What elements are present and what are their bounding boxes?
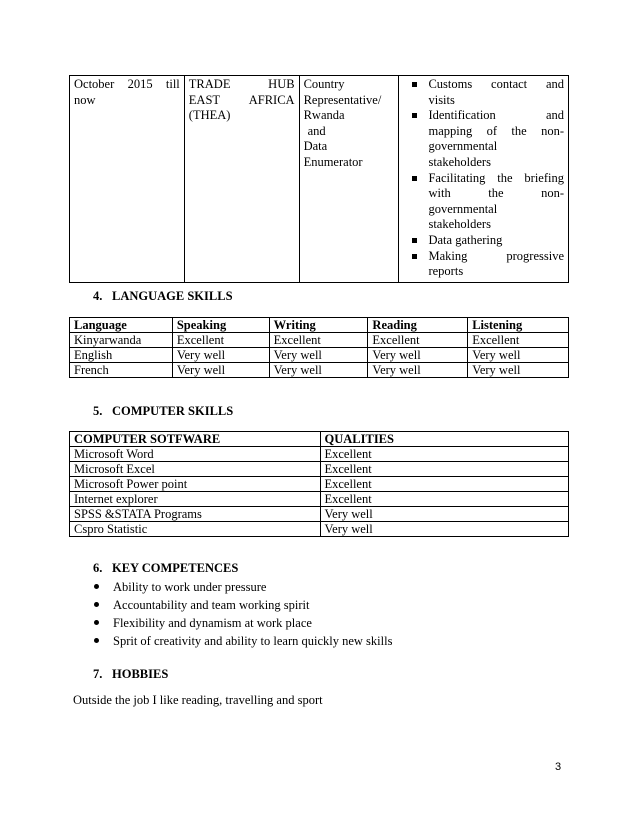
table-cell: Kinyarwanda [70, 333, 173, 348]
list-item [409, 249, 564, 280]
duty-line: governmental [428, 139, 498, 154]
duty-line: Identification and [428, 108, 564, 123]
table-row [70, 492, 569, 507]
list-item [409, 171, 564, 233]
table-row [70, 363, 569, 378]
duty-line: visits [428, 92, 455, 107]
table-cell: Very well [368, 348, 468, 363]
table-cell: Very well [368, 363, 468, 378]
table-cell: Cspro Statistic [70, 522, 321, 537]
column-header: QUALITIES [320, 432, 569, 447]
list-item: Sprit of creativity and ability to learn quickly new skills [93, 632, 392, 650]
table-cell: Excellent [320, 492, 569, 507]
list-item [409, 77, 564, 108]
table-cell: Excellent [320, 447, 569, 462]
experience-role: Country Representative/ Rwanda and Data Enumerator [299, 76, 399, 283]
column-header: Language [70, 318, 173, 333]
table-cell: English [70, 348, 173, 363]
duty-line: mapping of the non- [428, 123, 564, 138]
table-row [70, 522, 569, 537]
table-row [70, 348, 569, 363]
table-row [70, 333, 569, 348]
competences-list [93, 578, 392, 650]
table-row [70, 462, 569, 477]
column-header: Reading [368, 318, 468, 333]
table-cell: Very well [320, 522, 569, 537]
duty-line: Making progressive [428, 248, 564, 263]
hobbies-text: Outside the job I like reading, travelling and sport [73, 693, 323, 707]
table-cell: Very well [172, 363, 269, 378]
column-header: Speaking [172, 318, 269, 333]
language-skills-table [69, 317, 569, 378]
duties-list [409, 77, 564, 280]
table-cell: Very well [468, 348, 569, 363]
table-cell: Internet explorer [70, 492, 321, 507]
table-row [70, 507, 569, 522]
list-item: Ability to work under pressure [93, 578, 392, 596]
table-cell: French [70, 363, 173, 378]
table-cell: Very well [172, 348, 269, 363]
duty-line: stakeholders [428, 154, 491, 169]
experience-duties [399, 76, 569, 283]
list-item: Accountability and team working spirit [93, 596, 392, 614]
table-cell: Very well [320, 507, 569, 522]
list-item: Flexibility and dynamism at work place [93, 614, 392, 632]
computer-skills-table [69, 431, 569, 537]
duty-line: stakeholders [428, 217, 491, 232]
duty-line: reports [428, 264, 464, 279]
duty-line: governmental [428, 201, 498, 216]
table-cell: Excellent [320, 477, 569, 492]
experience-period: October 2015 till now [70, 76, 185, 283]
experience-table [69, 75, 569, 283]
column-header: Listening [468, 318, 569, 333]
column-header: COMPUTER SOTFWARE [70, 432, 321, 447]
list-item [409, 108, 564, 170]
table-cell: SPSS &STATA Programs [70, 507, 321, 522]
table-cell: Excellent [320, 462, 569, 477]
table-cell: Microsoft Word [70, 447, 321, 462]
duty-line: Facilitating the briefing [428, 170, 564, 185]
table-cell: Excellent [269, 333, 368, 348]
table-row [70, 76, 569, 283]
duty-line: Data gathering [428, 232, 503, 247]
table-cell: Microsoft Excel [70, 462, 321, 477]
page-number: 3 [555, 761, 562, 773]
table-cell: Excellent [468, 333, 569, 348]
duty-line: with the non- [428, 186, 564, 201]
table-cell: Microsoft Power point [70, 477, 321, 492]
table-row [70, 447, 569, 462]
table-cell: Very well [468, 363, 569, 378]
list-item [409, 233, 564, 249]
section-heading-language: 4. LANGUAGE SKILLS [93, 289, 233, 303]
table-header-row [70, 318, 569, 333]
section-heading-computer: 5. COMPUTER SKILLS [93, 404, 234, 418]
table-cell: Very well [269, 363, 368, 378]
table-cell: Very well [269, 348, 368, 363]
section-heading-hobbies: 7. HOBBIES [93, 667, 169, 681]
table-cell: Excellent [368, 333, 468, 348]
table-row [70, 477, 569, 492]
duty-line: Customs contact and [428, 77, 564, 91]
column-header: Writing [269, 318, 368, 333]
section-heading-competences: 6. KEY COMPETENCES [93, 561, 239, 575]
table-header-row [70, 432, 569, 447]
experience-organization: TRADE HUB EAST AFRICA (THEA) [184, 76, 299, 283]
table-cell: Excellent [172, 333, 269, 348]
